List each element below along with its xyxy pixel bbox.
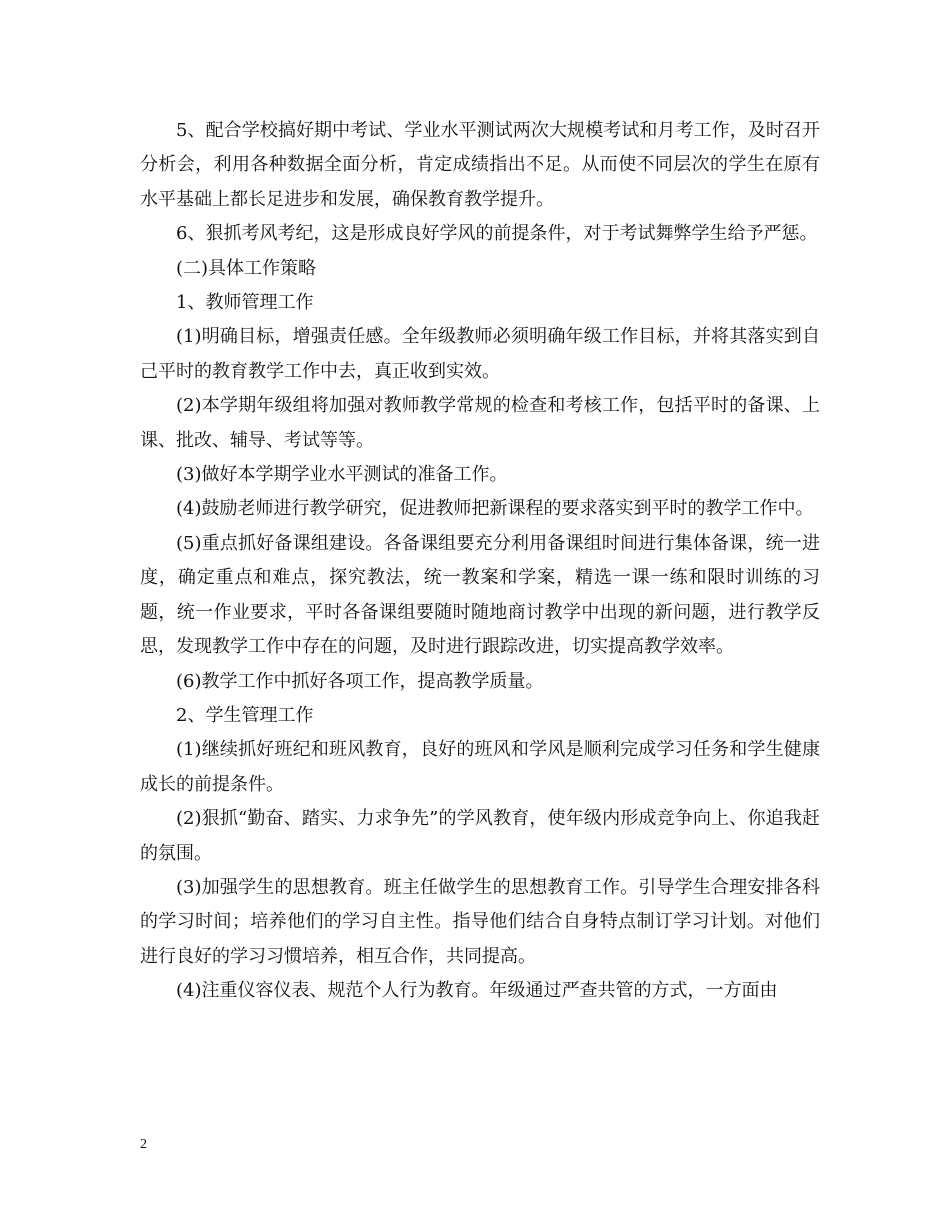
subheading-student-management: 2、学生管理工作 xyxy=(176,704,314,726)
paragraph-exam-discipline: 6、狠抓考风考纪，这是形成良好学风的前提条件，对于考试舞弊学生给予严惩。 xyxy=(176,223,818,245)
section-heading-strategy: (二)具体工作策略 xyxy=(176,257,317,279)
paragraph-teacher-6: (6)教学工作中抓好各项工作，提高教学质量。 xyxy=(176,670,544,692)
paragraph-student-1: (1)继续抓好班纪和班风教育，良好的班风和学风是顺利完成学习任务和学生健康成长的前提条件。 xyxy=(140,739,820,795)
paragraph-teacher-4: (4)鼓励老师进行教学研究，促进教师把新课程的要求落实到平时的教学工作中。 xyxy=(176,498,814,520)
paragraph-teacher-5: (5)重点抓好备课组建设。各备课组要充分利用备课组时间进行集体备课，统一进度，确定重点和难点，探究教法，统一教案和学案，精选一课一练和限时训练的习题，统一作业要求，平时各备课组要随时随地商讨教学中出现的新问题，进行教学反思，发现教学工作中存在的问题，及时进行跟踪改进，切实提高教学效率。 xyxy=(140,532,820,658)
paragraph-student-2: (2)狠抓“勤奋、踏实、力求争先”的学风教育，使年级内形成竞争向上、你追我赶的氛围。 xyxy=(140,808,820,864)
paragraph-student-4: (4)注重仪容仪表、规范个人行为教育。年级通过严查共管的方式，一方面由 xyxy=(176,980,778,1002)
paragraph-teacher-2: (2)本学期年级组将加强对教师教学常规的检查和考核工作，包括平时的备课、上课、批改、辅导、考试等等。 xyxy=(140,395,820,451)
paragraph-teacher-3: (3)做好本学期学业水平测试的准备工作。 xyxy=(176,464,508,486)
paragraph-student-3: (3)加强学生的思想教育。班主任做学生的思想教育工作。引导学生合理安排各科的学习时间；培养他们的学习自主性。指导他们结合自身特点制订学习计划。对他们进行良好的学习习惯培养，相互合作，共同提高。 xyxy=(140,876,820,967)
subheading-teacher-management: 1、教师管理工作 xyxy=(176,292,314,314)
page-number: 2 xyxy=(140,1137,147,1152)
paragraph-exam-coordination: 5、配合学校搞好期中考试、学业水平测试两次大规模考试和月考工作，及时召开分析会，利用各种数据全面分析，肯定成绩指出不足。从而使不同层次的学生在原有水平基础上都长足进步和发展，确保教育教学提升。 xyxy=(140,120,820,210)
paragraph-teacher-1: (1)明确目标，增强责任感。全年级教师必须明确年级工作目标，并将其落实到自己平时的教育教学工作中去，真正收到实效。 xyxy=(140,326,820,382)
document-body xyxy=(140,114,820,1009)
